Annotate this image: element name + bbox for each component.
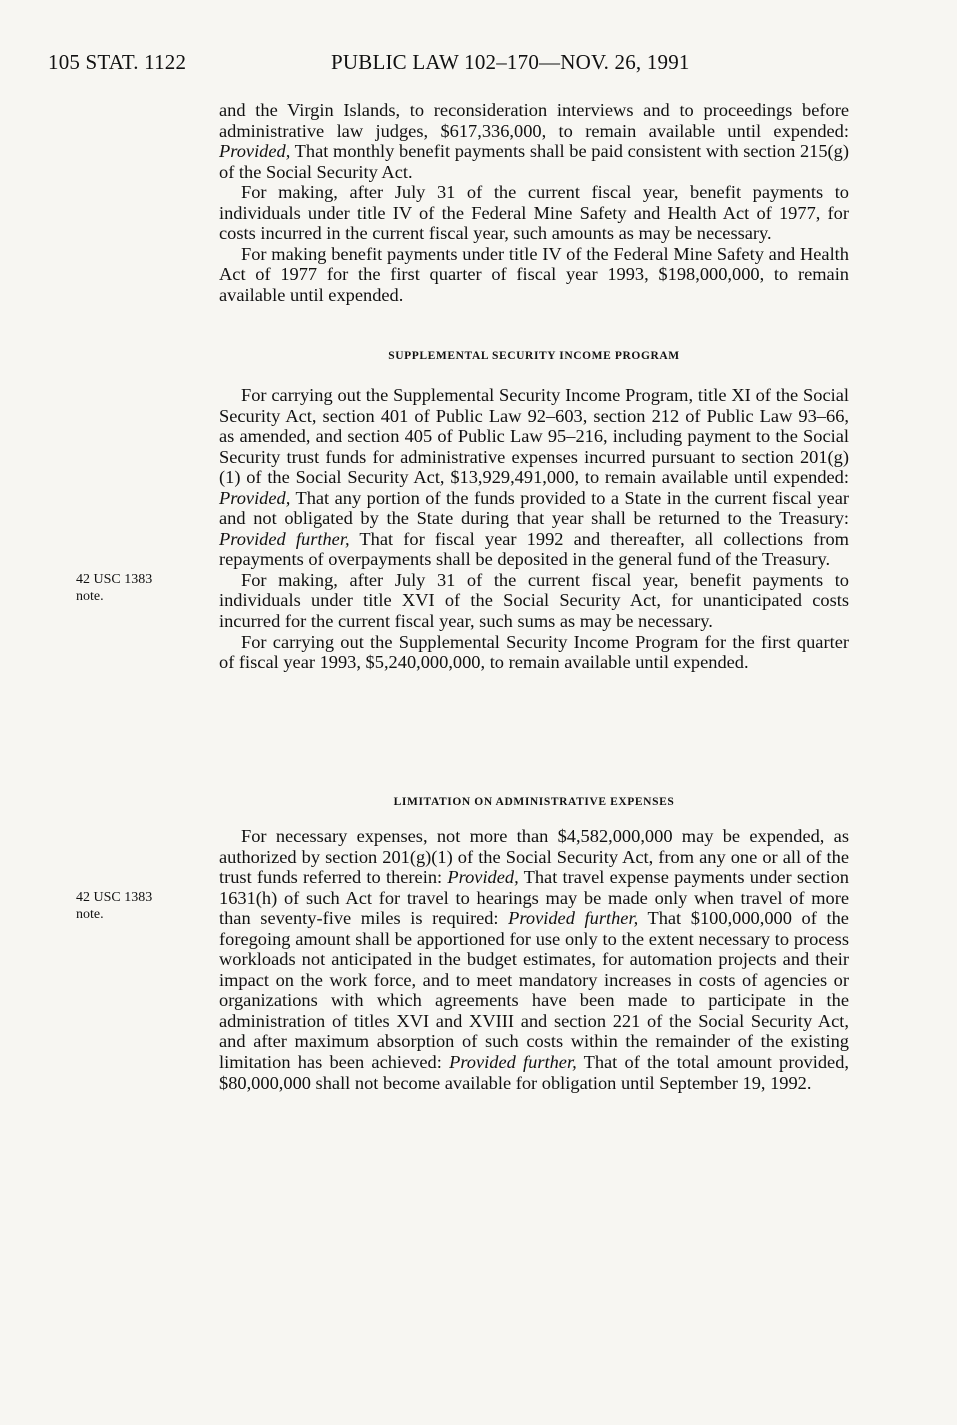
section-mine-safety (219, 100, 849, 305)
paragraph: For carrying out the Supplemental Security Income Program, title XI of the Social Security Act, section 401 of Public Law 92–603, section 212 of Public Law 93–66, as amended, and section 405 of Public Law 95–216, including payment to the Social Security trust funds for administrative expenses incurred pursuant to section 201(g)(1) of the Social Security Act, $13,929,491,000, to remain available until expended: Provided, That any portion of the funds provided to a State in the current fiscal year and not obligated by the State during that year shall be returned to the Treasury: Provided further, That for fiscal year 1992 and thereafter, all collections from repayments of overpayments shall be deposited in the general fund of the Treasury. (219, 385, 849, 570)
section-admin-expenses (219, 826, 849, 1093)
public-law-title: PUBLIC LAW 102–170—NOV. 26, 1991 (331, 50, 690, 74)
margin-note: 42 USC 1383 note. (76, 890, 153, 922)
paragraph: For making, after July 31 of the current fiscal year, benefit payments to individuals under title IV of the Federal Mine Safety and Health Act of 1977, for costs incurred in the current fiscal year, such amounts as may be necessary. (219, 182, 849, 244)
paragraph: For making, after July 31 of the current fiscal year, benefit payments to individuals under title XVI of the Social Security Act, for unanticipated costs incurred for the current fiscal year, such sums as may be necessary. (219, 569, 849, 632)
section-heading: SUPPLEMENTAL SECURITY INCOME PROGRAM (388, 350, 680, 362)
paragraph: For necessary expenses, not more than $4,582,000,000 may be expended, as authorized by section 201(g)(1) of the Social Security Act, from any one or all of the trust funds referred to therein: Provided, That travel expense payments under section 1631(h) of such Act for travel to hearings may be made only when travel of more than seventy-five miles is required: Provided further, That $100,000,000 of the foregoing amount shall be apportioned for use only to the extent necessary to process workloads not anticipated in the budget estimates, for automation projects and their impact on the work force, and to meet mandatory increases in costs of agencies or organizations with which agreements have been made to participate in the administration of titles XVI and XVIII and section 221 of the Social Security Act, and after maximum absorption of such costs within the remainder of the existing limitation has been achieved: Provided further, That of the total amount provided, $80,000,000 shall not become available for obligation until September 19, 1992. (219, 826, 850, 1093)
paragraph: For making benefit payments under title IV of the Federal Mine Safety and Health Act of 1977 for the first quarter of fiscal year 1993, $198,000,000, to remain available until expended. (219, 243, 849, 305)
margin-note: 42 USC 1383 note. (76, 572, 153, 604)
paragraph: and the Virgin Islands, to reconsideration interviews and to proceedings before administrative law judges, $617,336,000, to remain available until expended: Provided, That monthly benefit payments shall be paid consistent with section 215(g) of the Social Security Act. (219, 100, 849, 182)
paragraph: For carrying out the Supplemental Security Income Program for the first quarter of fiscal year 1993, $5,240,000,000, to remain available until expended. (219, 631, 849, 673)
stat-citation: 105 STAT. 1122 (48, 50, 187, 74)
section-heading: LIMITATION ON ADMINISTRATIVE EXPENSES (393, 796, 675, 808)
section-ssi-program (219, 385, 849, 673)
